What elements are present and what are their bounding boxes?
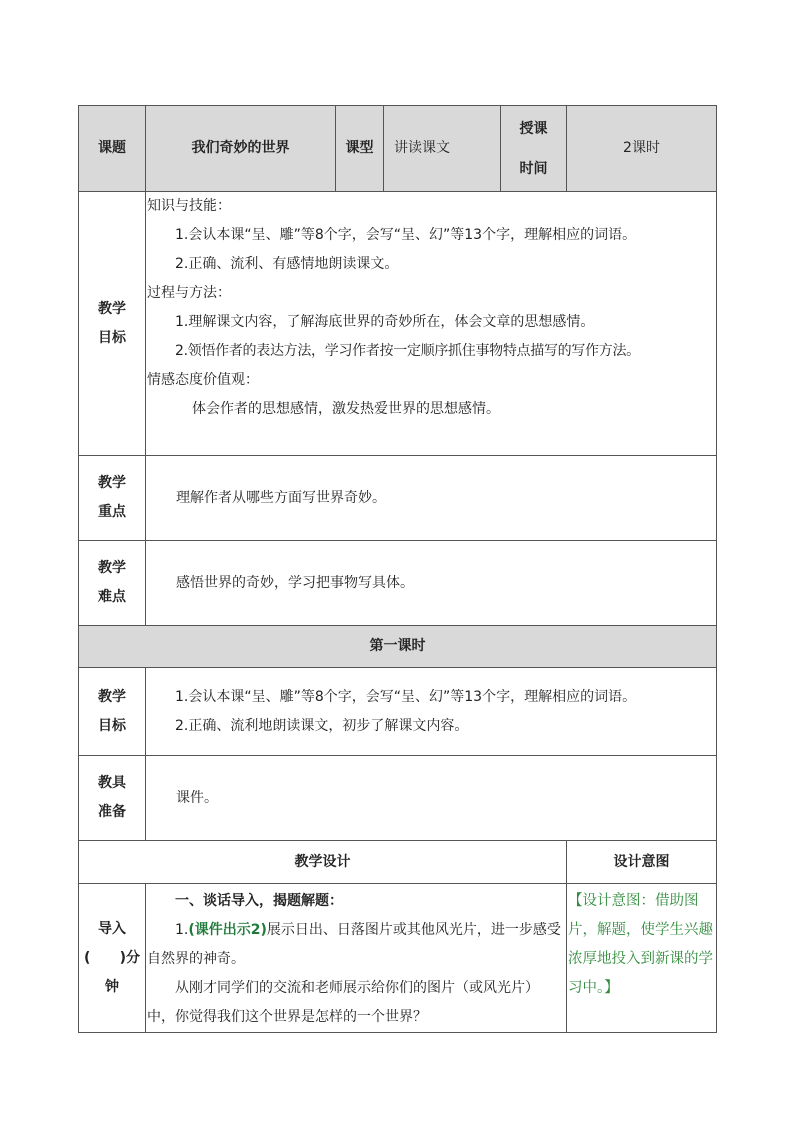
objective-line: 2.领悟作者的表达方法，学习作者按一定顺序抓住事物特点描写的写作方法。 xyxy=(175,343,640,359)
objective-heading-process: 过程与方法： xyxy=(147,285,231,301)
key-points-label xyxy=(79,456,146,541)
topic-value: 我们奇妙的世界 xyxy=(146,106,336,192)
objectives-label xyxy=(79,192,146,456)
intro-p1-rest: 展示日出、日落图片或其他风光片，进一步感受自然界的神奇。 xyxy=(147,922,561,967)
key-points-label-line1: 教学 xyxy=(98,475,126,491)
intro-step-title: 一、谈话导入，揭题解题： xyxy=(175,893,343,909)
difficulties-text: 感悟世界的奇妙，学习把事物写具体。 xyxy=(146,541,717,626)
objective-line: 体会作者的思想感情，激发热爱世界的思想感情。 xyxy=(192,401,500,417)
tools-label xyxy=(79,756,146,841)
intro-row xyxy=(79,884,717,1033)
intro-p1-prefix: 1. xyxy=(175,922,189,938)
objectives-label-line1: 教学 xyxy=(98,300,126,317)
difficulties-label xyxy=(79,541,146,626)
header-row xyxy=(79,106,717,192)
lesson1-title-row xyxy=(79,626,717,668)
objectives-row xyxy=(79,192,717,456)
design-header-row xyxy=(79,841,717,884)
type-value: 讲读课文 xyxy=(384,106,501,192)
lesson1-objectives-label-line2: 目标 xyxy=(98,717,126,734)
difficulties-label-line2: 难点 xyxy=(98,589,126,605)
tools-label-line1: 教具 xyxy=(98,775,126,791)
lesson1-objective-line: 2.正确、流利地朗读课文，初步了解课文内容。 xyxy=(175,717,469,734)
difficulties-row xyxy=(79,541,717,626)
tools-label-line2: 准备 xyxy=(98,804,126,820)
key-points-label-line2: 重点 xyxy=(98,504,126,520)
objective-heading-knowledge: 知识与技能： xyxy=(147,198,231,214)
courseware-tag: (课件出示2) xyxy=(188,922,267,938)
type-label: 课型 xyxy=(336,106,384,192)
time-value: 2课时 xyxy=(567,106,717,192)
lesson1-objectives-content xyxy=(146,668,717,756)
tools-row xyxy=(79,756,717,841)
design-column-header: 教学设计 xyxy=(79,841,567,884)
intro-label xyxy=(79,884,146,1033)
objectives-label-line2: 目标 xyxy=(98,329,126,346)
objective-line: 1.会认本课“呈、雕”等8个字，会写“呈、幻”等13个字，理解相应的词语。 xyxy=(175,227,637,243)
objective-line: 2.正确、流利、有感情地朗读课文。 xyxy=(175,256,399,272)
lesson-plan-table xyxy=(78,105,717,1033)
lesson1-objectives-row xyxy=(79,668,717,756)
intro-label-line2: ( )分 xyxy=(83,949,141,966)
time-label-line1: 授课 xyxy=(519,120,548,137)
lesson1-objectives-label-line1: 教学 xyxy=(98,688,126,705)
lesson1-objectives-label xyxy=(79,668,146,756)
tools-text: 课件。 xyxy=(146,756,717,841)
intro-label-line1: 导入 xyxy=(98,920,126,937)
key-points-text: 理解作者从哪些方面写世界奇妙。 xyxy=(146,456,717,541)
intro-paragraph-2: 从刚才同学们的交流和老师展示给你们的图片（或风光片）中，你觉得我们这个世界是怎样的一个世界？ xyxy=(147,980,539,1025)
objective-line: 1.理解课文内容，了解海底世界的奇妙所在，体会文章的思想感情。 xyxy=(175,314,595,330)
time-label xyxy=(501,106,567,192)
lesson1-objective-line: 1.会认本课“呈、雕”等8个字，会写“呈、幻”等13个字，理解相应的词语。 xyxy=(175,688,637,705)
lesson1-title: 第一课时 xyxy=(79,626,717,668)
topic-label: 课题 xyxy=(79,106,146,192)
difficulties-label-line1: 教学 xyxy=(98,560,126,576)
intro-label-line3: 钟 xyxy=(105,978,119,995)
intro-content xyxy=(146,884,567,1033)
intent-column-header: 设计意图 xyxy=(567,841,717,884)
objective-heading-emotion: 情感态度价值观： xyxy=(147,372,259,388)
intro-intent: 【设计意图：借助图片，解题，使学生兴趣浓厚地投入到新课的学习中。】 xyxy=(567,884,717,1033)
intro-paragraph-1 xyxy=(147,916,565,974)
key-points-row xyxy=(79,456,717,541)
objectives-content xyxy=(146,192,717,456)
time-label-line2: 时间 xyxy=(519,160,548,177)
